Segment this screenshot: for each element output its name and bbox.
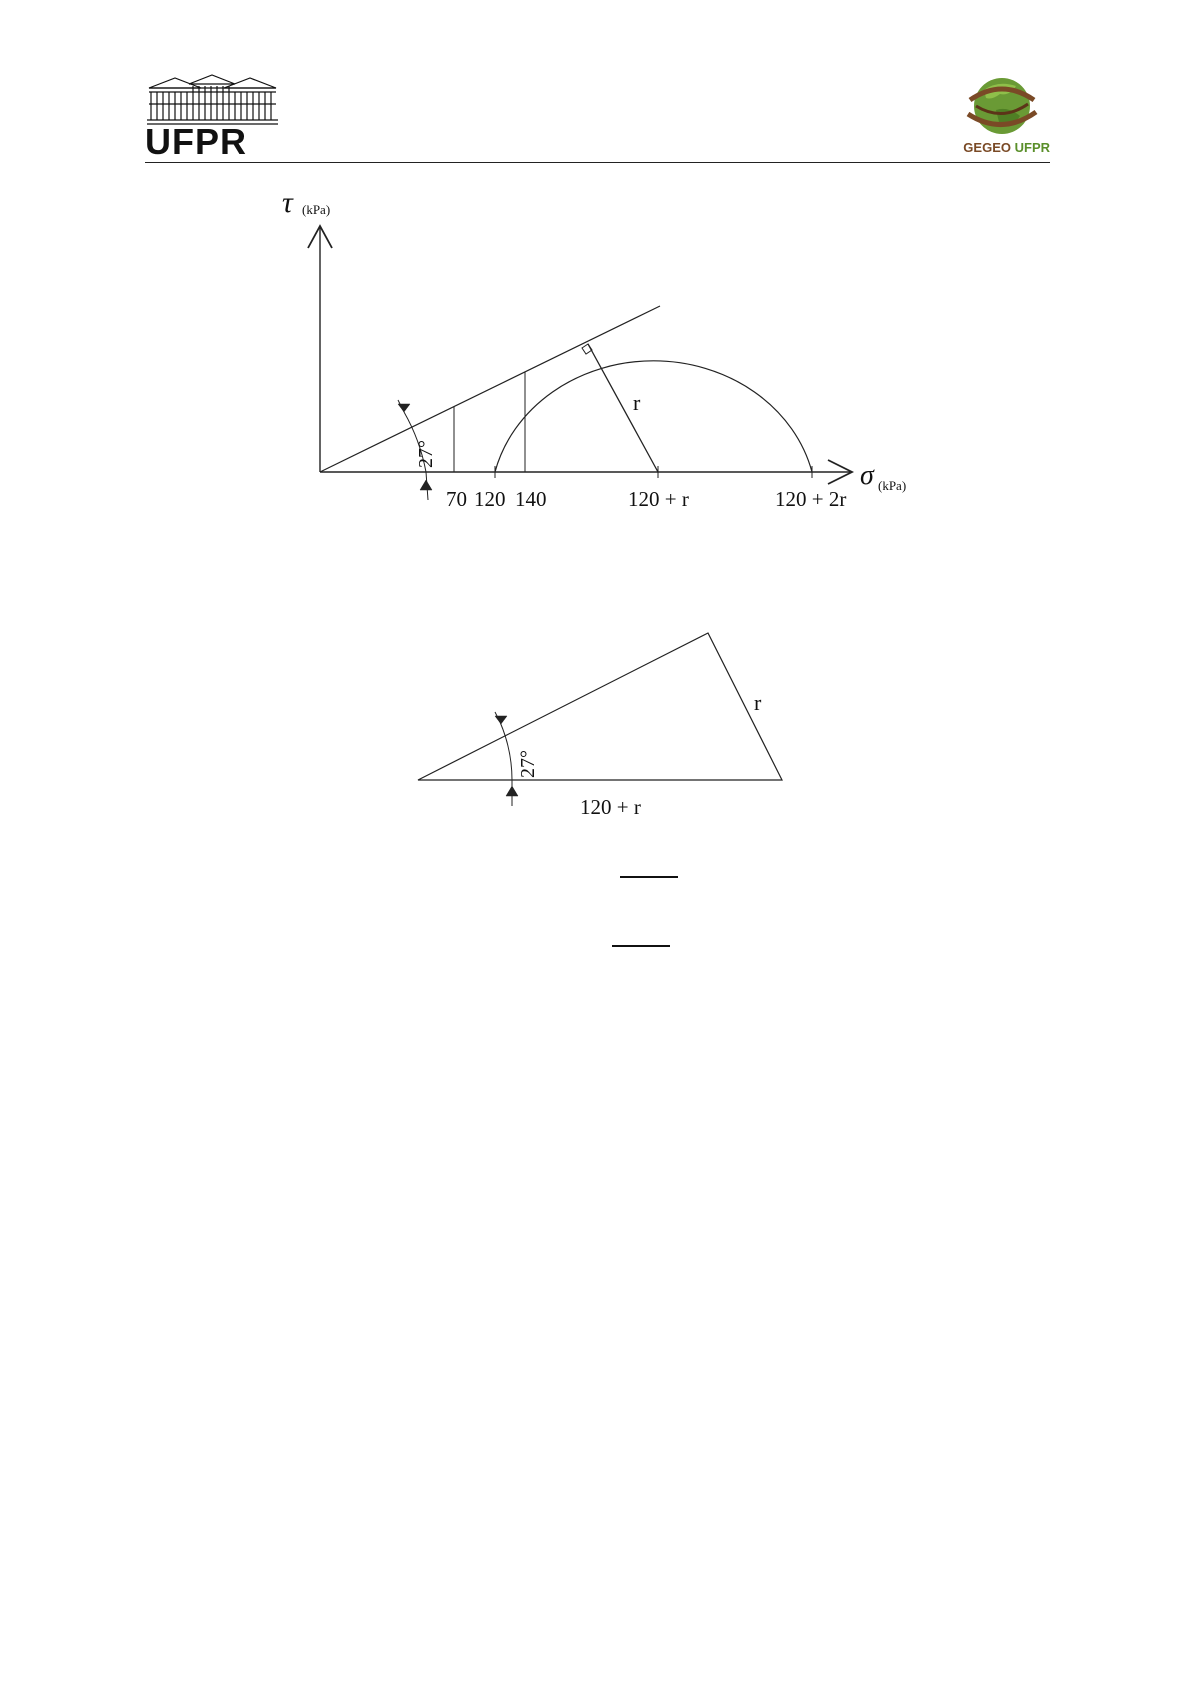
angle-arrow-upper: [398, 404, 410, 412]
mohr-angle-label: 27°: [415, 440, 437, 468]
sigma-axis-symbol: σ: [860, 460, 874, 491]
triangle-angle-arrow-upper: [495, 716, 507, 724]
triangle-shape: [418, 633, 782, 780]
triangle-angle-label: 27°: [517, 750, 539, 778]
mohr-radius-label: r: [633, 390, 641, 415]
x-tick-label-120-plus-r: 120 + r: [628, 487, 689, 511]
fraction-bar-2: [612, 945, 670, 947]
failure-envelope-line: [320, 306, 660, 472]
x-tick-label-120-plus-2r: 120 + 2r: [775, 487, 847, 511]
tau-axis-symbol: τ: [282, 186, 293, 219]
fraction-bar-1: [620, 876, 678, 878]
x-tick-label-120: 120: [474, 487, 506, 511]
angle-arrow-lower: [420, 480, 432, 490]
ufpr-logo-text: UFPR: [145, 121, 247, 162]
triangle-base-label: 120 + r: [580, 795, 641, 819]
triangle-angle-arrow-lower: [506, 786, 518, 796]
gegeo-logo-word: GEGEO: [963, 140, 1011, 155]
x-tick-label-70: 70: [446, 487, 467, 511]
x-tick-label-140: 140: [515, 487, 547, 511]
mohr-circle-diagram: [0, 0, 1191, 560]
mohr-circle-arc: [495, 361, 812, 472]
gegeo-logo-ufpr-word: UFPR: [1014, 140, 1050, 155]
triangle-side-label: r: [754, 690, 762, 715]
triangle-angle-arc: [500, 722, 512, 780]
sigma-axis-unit: (kPa): [878, 478, 907, 493]
triangle-diagram: [0, 600, 1191, 840]
tau-axis-unit: (kPa): [302, 202, 331, 217]
